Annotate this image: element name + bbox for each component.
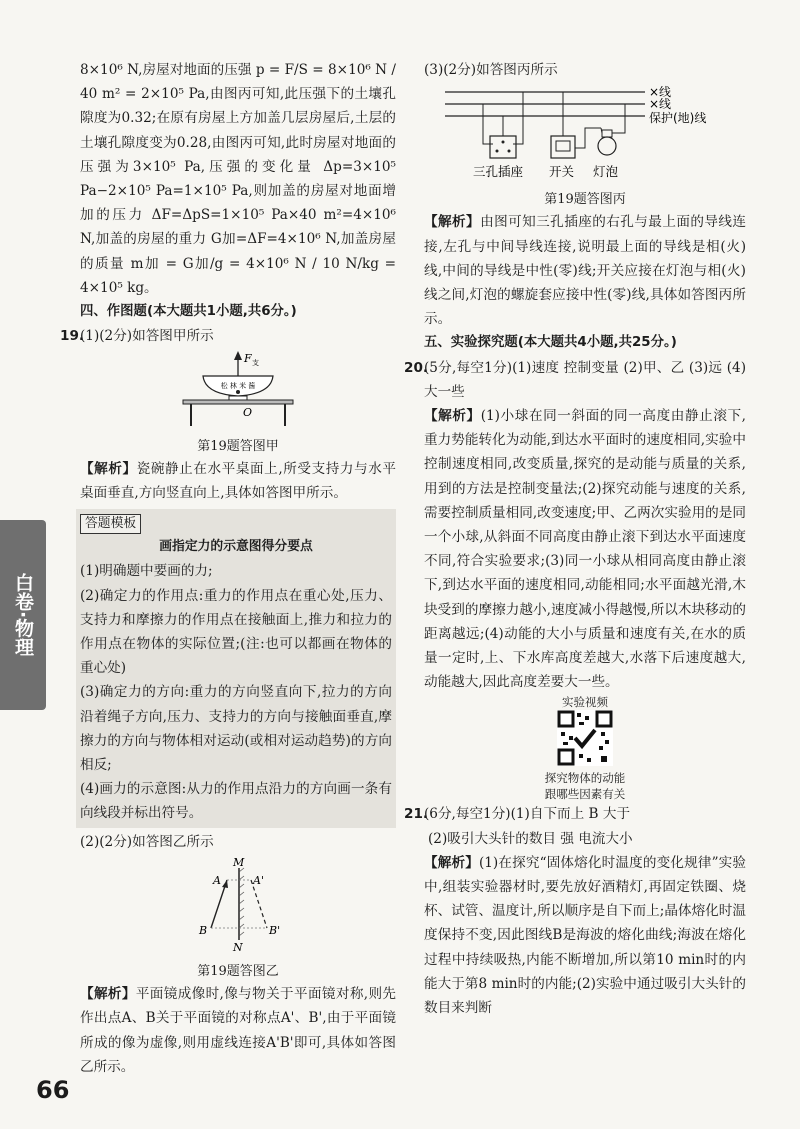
- point-a-label: A: [213, 873, 221, 887]
- q21-number: 21.: [404, 806, 429, 823]
- template-item-4: (4)画力的示意图:从力的作用点沿力的方向画一条有向线段并标出符号。: [80, 781, 392, 822]
- analysis-tag: 【解析】: [80, 460, 137, 477]
- q20-answer: (5分,每空1分)(1)速度 控制变量 (2)甲、乙 (3)远 (4)大一些: [424, 359, 746, 400]
- switch-label: 开关: [549, 164, 575, 180]
- qr-code-icon[interactable]: [557, 710, 613, 766]
- analysis-tag: 【解析】: [424, 854, 479, 871]
- analysis-tag: 【解析】: [424, 408, 481, 425]
- figure-circuit: [424, 84, 746, 188]
- mirror-m-label: M: [233, 855, 245, 869]
- template-item-2: (2)确定力的作用点:重力的作用点在重心处,压力、支持力和摩擦力的作用点在接触面上,推力和拉力的作用点在物体的实际位置;(注:也可以都画在物体的重心处): [80, 587, 392, 677]
- fig3-caption: 第19题答图丙: [544, 192, 626, 208]
- socket-label: 三孔插座: [473, 164, 524, 180]
- answer-template-box: [76, 509, 396, 828]
- analysis-tag: 【解析】: [80, 986, 136, 1003]
- point-a-prime-label: A': [253, 873, 264, 887]
- template-item-3: (3)确定力的方向:重力的方向竖直向下,拉力的方向沿着绳子方向,压力、支持力的方向与接触面垂直,摩擦力的方向与物体相对运动(或相对运动趋势)的方向相反;: [80, 684, 392, 774]
- side-tab: 白卷·物理: [0, 520, 46, 710]
- q20-number: 20.: [404, 359, 429, 376]
- q19-part2-answer: (2)(2分)如答图乙所示: [80, 833, 214, 850]
- q19-part2-analysis: 平面镜成像时,像与物关于平面镜对称,则先作出点A、B关于平面镜的对称点A'、B',由于平面镜所成的像为虚像,则用虚线连接A'B'即可,具体如答图乙所示。: [80, 986, 396, 1075]
- q20-analysis: (1)小球在同一斜面的同一高度由静止滚下,重力势能转化为动能,到达水平面时的速度相同,实验中控制速度相同,改变质量,探究的是动能与质量的关系,用到的方法是控制变量法;(2)探究动能与速度的关系,需要控制质量相同,改变速度;甲、乙两次实验用的是同一个小球,从斜面不同高度由静止滚下到达水平面速度不同,符合实验要求;(3)同一小球从相同高度由静止滚下,到达水平面的速度相同,动能相同;水平面越光滑,木块受到的摩擦力越小,速度减小得越慢,所以木块移动的距离越远;(4)动能的大小与质量和速度有关,在水的质量一定时,上、下水库高度差越大,水落下后速度越大,动能越大,因此高度差要大一些。: [424, 408, 747, 691]
- qr-code-block: [424, 694, 746, 802]
- q18-solution-text: 8×10⁶ N,房屋对地面的压强 p = F/S = 8×10⁶ N / 40 m² = 2×10⁵ Pa,由图丙可知,此压强下的土壤孔隙度为0.32;在原有房屋上方加盖几层房屋后,土层的土壤孔隙度变为0.28,由图丙可知,此时房屋对地面的压强为3×10⁵ Pa,压强的变化量 Δp=3×10⁵ Pa−2×10⁵ Pa=1×10⁵ Pa,则加盖的房屋对地面增加的压力 ΔF=ΔpS=1×10⁵ Pa×40 m²=4×10⁶ N,加盖的房屋的重力 G加=ΔF=4×10⁶ N,加盖房屋的质量 m加 = G加/g = 4×10⁶ N / 10 N/kg = 4×10⁵ kg。: [80, 62, 396, 296]
- live-wire-label: ×线: [649, 85, 672, 100]
- qr-top-label: 实验视频: [562, 695, 608, 710]
- section-4-heading: 四、作图题(本大题共1小题,共6分。): [80, 304, 297, 320]
- bowl-text: 松 林 米 酱: [220, 382, 256, 391]
- left-column: [60, 58, 396, 1079]
- point-b-prime-label: B': [269, 923, 281, 937]
- q21-answer-1: (6分,每空1分)(1)自下而上 B 大于: [424, 806, 631, 823]
- q19-part3-answer: (3)(2分)如答图丙所示: [424, 62, 558, 78]
- fig2-caption: 第19题答图乙: [197, 964, 279, 980]
- q19-part1-analysis: 瓷碗静止在水平桌面上,所受支持力与水平桌面垂直,方向竖直向上,具体如答图甲所示。: [80, 460, 396, 501]
- point-b-label: B: [199, 923, 208, 937]
- section-5-heading: 五、实验探究题(本大题共4小题,共25分。): [424, 335, 677, 351]
- template-header: 答题模板: [80, 514, 141, 534]
- bowl-diagram: [163, 350, 313, 426]
- q19-part3-analysis: 由图可知三孔插座的右孔与最上面的导线连接,左孔与中间导线连接,说明最上面的导线是相(火)线,中间的导线是中性(零)线;开关应接在灯泡与相(火)线之间,灯泡的螺旋套应接中性(零)线,具体如答图丙所示。: [424, 214, 747, 328]
- circuit-diagram: [435, 84, 735, 180]
- q21-analysis: (1)在探究“固体熔化时温度的变化规律”实验中,组装实验器材时,要先放好酒精灯,再固定铁圈、烧杯、试管、温度计,所以顺序是自下而上;晶体熔化时温度保持不变,因此图线B是海波的熔化曲线;海波在熔化过程中持续吸热,内能不断增加,所以第10 min时的内能大于第8 min时的内能;(2)实验中通过吸引大头针的数目来判断: [424, 854, 747, 1017]
- point-o-label: O: [243, 406, 253, 420]
- qr-caption-1: 探究物体的动能: [544, 771, 626, 786]
- q21-answer-2: (2)吸引大头针的数目 强 电流大小: [428, 830, 633, 847]
- figure-bowl: [80, 350, 396, 434]
- bulb-label: 灯泡: [593, 164, 619, 180]
- fig1-caption: 第19题答图甲: [197, 438, 279, 454]
- template-item-1: (1)明确题中要画的力;: [80, 563, 213, 580]
- q19-part1-answer: (1)(2分)如答图甲所示: [80, 328, 214, 345]
- neutral-wire-label: ×线: [649, 97, 672, 112]
- figure-mirror: [80, 856, 396, 960]
- force-label: F: [244, 352, 252, 366]
- mirror-n-label: N: [233, 940, 243, 952]
- analysis-tag: 【解析】: [424, 214, 481, 231]
- qr-caption-2: 跟哪些因素有关: [544, 787, 626, 802]
- ground-wire-label: 保护(地)线: [649, 111, 707, 126]
- mirror-diagram: [173, 856, 303, 952]
- force-subscript: 支: [252, 359, 259, 368]
- q19-number: 19.: [60, 328, 85, 345]
- page-number: 66: [36, 1076, 70, 1104]
- template-title: 画指定力的示意图得分要点: [159, 539, 313, 555]
- right-column: [404, 58, 747, 1020]
